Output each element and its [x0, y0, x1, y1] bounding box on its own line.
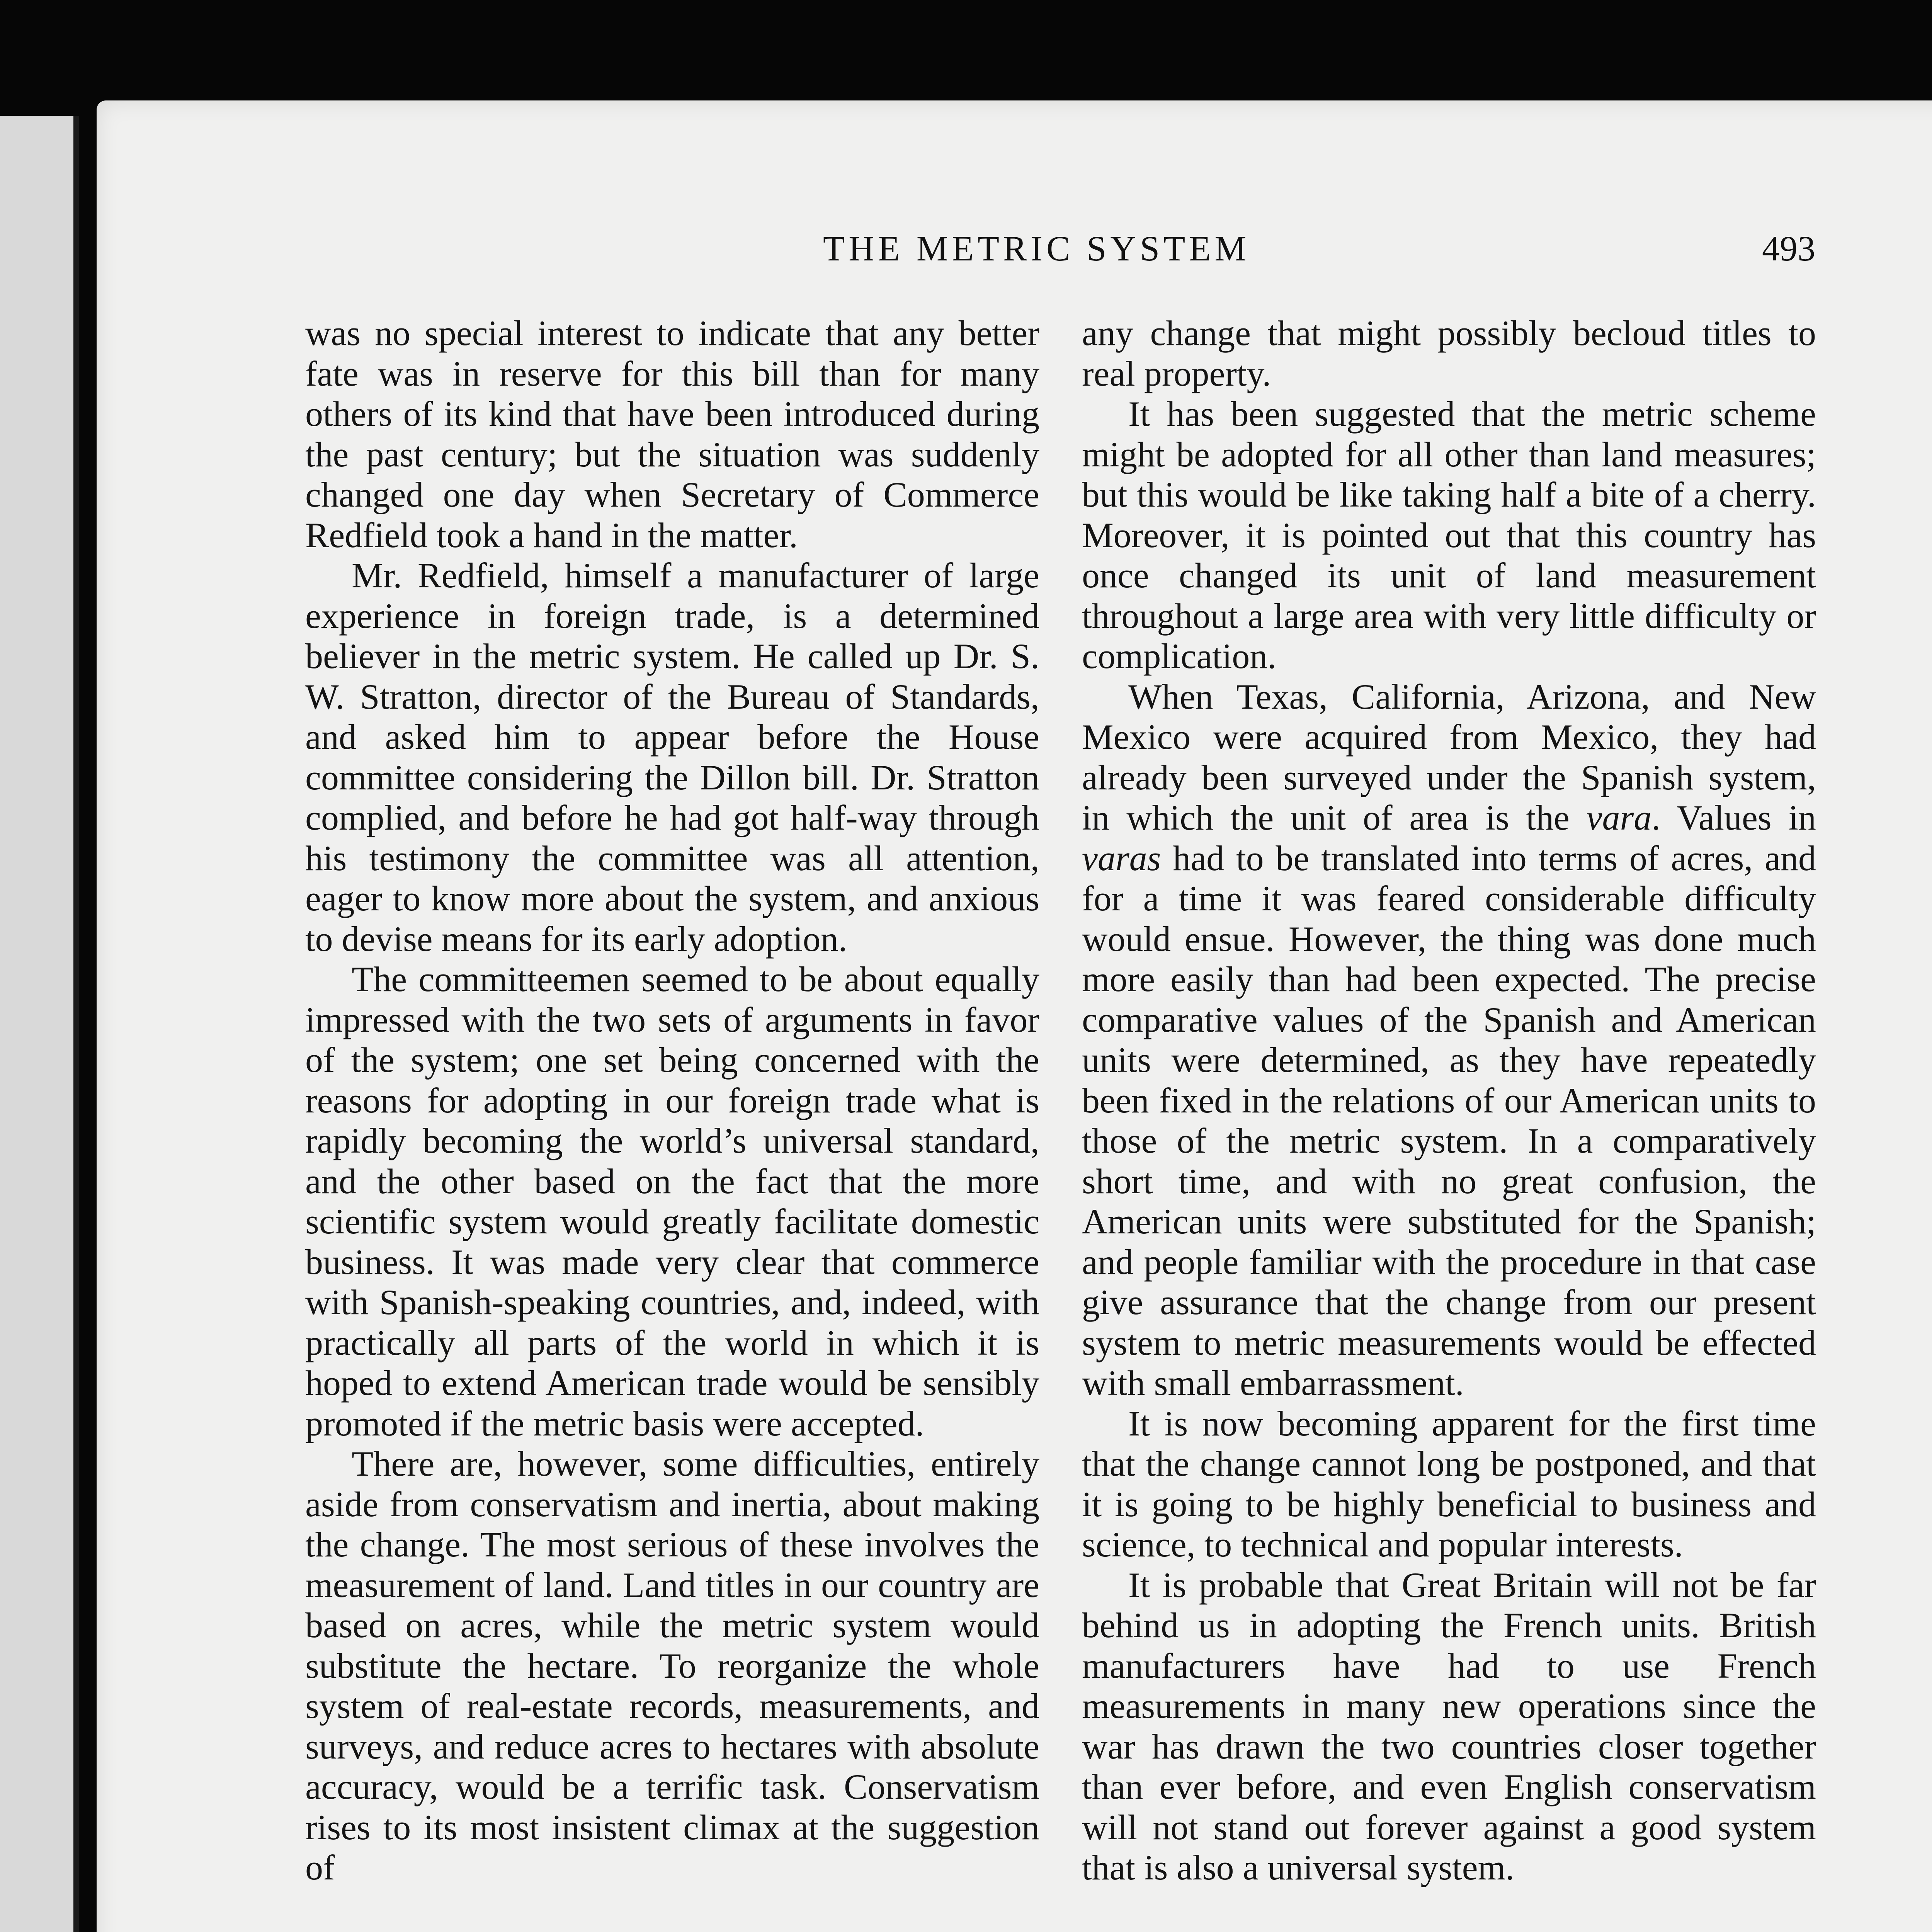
running-head: THE METRIC SYSTEM [823, 229, 1250, 268]
paragraph: It is probable that Great Britain will not be far behind us in adopting the French units. British manufacturers have had to use French measurements in many new operations since the war has drawn the two countries closer together than ever before, and even English conservatism will not stand out forever against a good system that is also a universal system. [1082, 1565, 1816, 1887]
right-column [1082, 313, 1816, 1888]
paragraph: It has been suggested that the metric scheme might be adopted for all other than land measures; but this would be like taking half a bite of a cherry. Moreover, it is pointed out that this country has once changed its unit of land measurement throughout a large area with very little difficulty or complication. [1082, 394, 1816, 676]
italic-term: vara [1586, 798, 1652, 837]
page-number: 493 [1762, 229, 1815, 268]
paragraph [1082, 677, 1816, 1403]
italic-term: varas [1082, 838, 1161, 878]
paragraph: It is now becoming apparent for the first time that the change cannot long be postponed, and that it is going to be highly beneficial to business and science, to technical and popular interests. [1082, 1403, 1816, 1564]
text-run: When Texas, California, Arizona, and New Mexico were acquired from Mexico, they had already been surveyed under the Spanish system, in which the unit of area is the [1082, 677, 1816, 837]
paragraph: The committeemen seemed to be about equally impressed with the two sets of arguments in favor of the system; one set being concerned with the reasons for adopting in our foreign trade what is rapidly becoming the world’s universal standard, and the other based on the fact that the more scientific system would greatly facilitate domestic business. It was made very clear that commerce with Spanish-speaking countries, and, indeed, with practically all parts of the world in which it is hoped to extend American trade would be sensibly promoted if the metric basis were accepted. [305, 959, 1039, 1443]
paragraph: was no special interest to indicate that any better fate was in reserve for this bill than for many others of its kind that have been introduced during the past century; but the situation was suddenly changed one day when Secretary of Commerce Redfield took a hand in the matter. [305, 313, 1039, 555]
text-run: . Values in [1651, 798, 1816, 837]
left-column [305, 313, 1039, 1888]
facing-page-edge [0, 116, 79, 1932]
paragraph: any change that might possibly becloud titles to real property. [1082, 313, 1816, 393]
paragraph: There are, however, some difficulties, entirely aside from conservatism and inertia, about making the change. The most serious of these involves the measurement of land. Land titles in our country are based on acres, while the metric system would substitute the hectare. To reorganize the whole system of real-estate records, measurements, and surveys, and reduce acres to hectares with absolute accuracy, would be a terrific task. Conservatism rises to its most insistent climax at the suggestion of [305, 1444, 1039, 1887]
paragraph: Mr. Redfield, himself a manufacturer of large experience in foreign trade, is a determined believer in the metric system. He called up Dr. S. W. Stratton, director of the Bureau of Standards, and asked him to appear before the House committee considering the Dillon bill. Dr. Stratton complied, and before he had got half-way through his testimony the committee was all attention, eager to know more about the system, and anxious to devise means for its early adoption. [305, 556, 1039, 959]
text-run: had to be translated into terms of acres, and for a time it was feared considerable difficulty would ensue. However, the thing was done much more easily than had been expected. The precise comparative values of the Spanish and American units were determined, as they have repeatedly been fixed in the relations of our American units to those of the metric system. In a comparatively short time, and with no great confusion, the American units were substituted for the Spanish; and people familiar with the procedure in that case give assurance that the change from our present system to metric measurements would be effected with small embarrassment. [1082, 838, 1816, 1403]
